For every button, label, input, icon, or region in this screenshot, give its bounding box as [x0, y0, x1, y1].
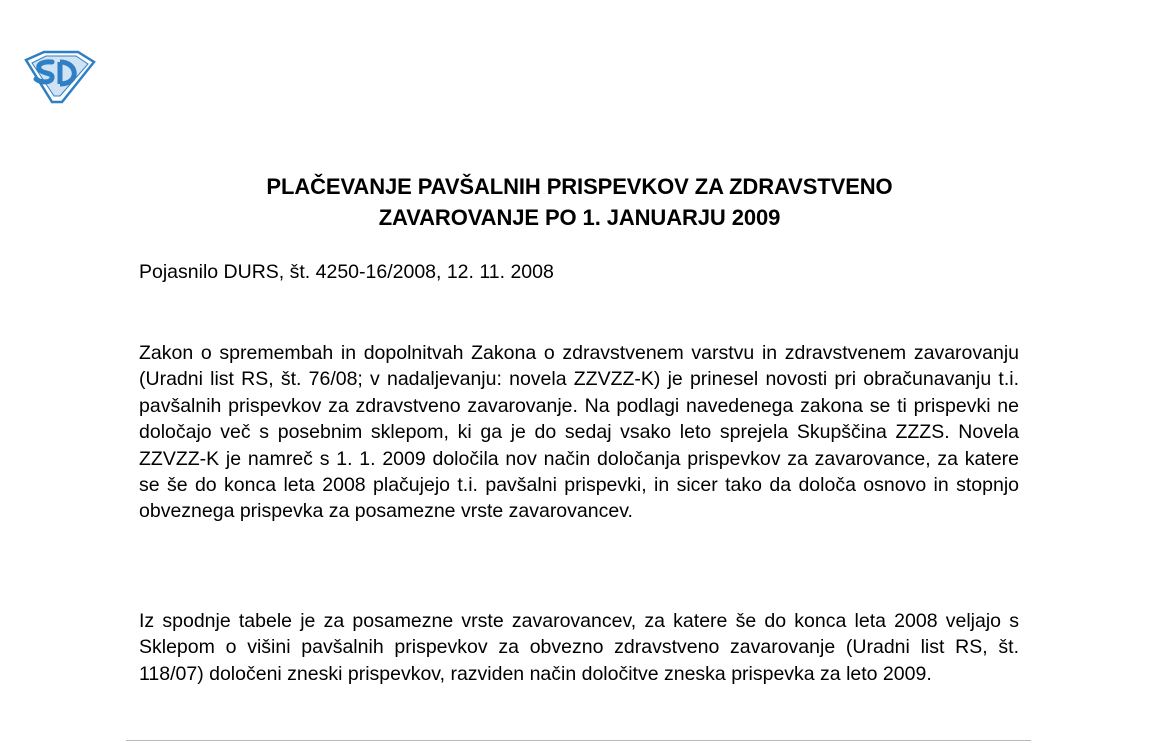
document-title-line-1: PLAČEVANJE PAVŠALNIH PRISPEVKOV ZA ZDRAVSTVENO — [266, 174, 893, 199]
sd-shield-logo-icon — [22, 50, 96, 104]
body-paragraph-1: Zakon o spremembah in dopolnitvah Zakona o zdravstvenem varstvu in zdravstvenem zavarovanju (Uradni list RS, št. 76/08; v nadaljevanju: novela ZZVZZ-K) je prinesel novosti pri obračunavanju t.i. pavšalnih prispevkov za zdravstveno zavarovanje. Na podlagi navedenega zakona se ti prispevki ne določajo več s posebnim sklepom, ki ga je do sedaj vsako leto sprejela Skupščina ZZZS. Novela ZZVZZ-K je namreč s 1. 1. 2009 določila nov način določanja prispevkov za zavarovance, za katere se še do konca leta 2008 plačujejo t.i. pavšalni prispevki, in sicer tako da določa osnovo in stopnjo obveznega prispevka za posamezne vrste zavarovancev. — [139, 342, 1019, 523]
document-source-reference: Pojasnilo DURS, št. 4250-16/2008, 12. 11. 2008 — [139, 261, 554, 283]
document-title — [140, 171, 1019, 233]
page-divider — [126, 740, 1031, 741]
document-title-line-2: ZAVAROVANJE PO 1. JANUARJU 2009 — [378, 205, 781, 230]
body-paragraph-2: Iz spodnje tabele je za posamezne vrste zavarovancev, za katere še do konca leta 2008 veljajo s Sklepom o višini pavšalnih prispevkov za obvezno zdravstveno zavarovanje (Uradni list RS, št. 118/07) določeni zneski prispevkov, razviden način določitve zneska prispevka za leto 2009. — [139, 610, 1019, 685]
